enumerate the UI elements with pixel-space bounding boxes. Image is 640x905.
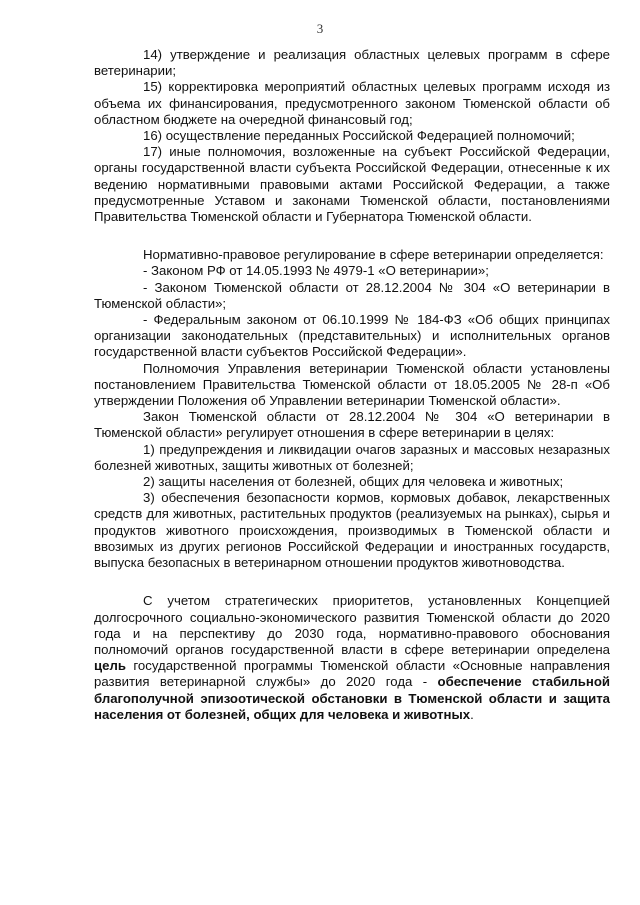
paragraph-law-goals <box>94 409 610 441</box>
page-number: 3 <box>316 21 324 36</box>
bold-text: цель <box>94 658 126 674</box>
text-run: 1) предупреждения и ликвидации очагов заразных и массовых незаразных болезней животных, защиты животных от болезней; <box>94 441 610 473</box>
text-run: Закон Тюменской области от 28.12.2004 № 304 «О ветеринарии в Тюменской области» регулирует отношения в сфере ветеринарии в целях: <box>94 409 610 441</box>
text-run: - Федеральным законом от 06.10.1999 № 184-ФЗ «Об общих принципах организации законодательных (представительных) и исполнительных органов государственной власти субъектов Российской Федерации». <box>94 312 610 360</box>
paragraph-g3 <box>94 490 610 571</box>
paragraph-p14 <box>94 47 610 79</box>
paragraph-p15 <box>94 79 610 128</box>
text-run: С учетом стратегических приоритетов, установленных Концепцией долгосрочного социально-экономического развития Тюменской области до 2020 года и на перспективу до 2030 года, нормативно-правового обоснования полномочий органов государственной власти в сфере ветеринарии определена <box>94 593 610 657</box>
paragraph-law1 <box>94 263 610 279</box>
text-run: 14) утверждение и реализация областных целевых программ в сфере ветеринарии; <box>94 47 610 79</box>
text-run: . <box>470 706 474 722</box>
text-run: 3) обеспечения безопасности кормов, кормовых добавок, лекарственных средств для животных, растительных продуктов (реализуемых на рынках), сырья и продуктов животного происхождения, производимых в Тюменской области и ввозимых из других регионов Российской Федерации и иностранных государств, выпуска безопасных в ветеринарном отношении продуктов животноводства. <box>94 490 610 571</box>
text-run: 17) иные полномочия, возложенные на субъект Российской Федерации, органы государственной власти субъекта Российской Федерации, отнесенные к их ведению нормативными правовыми актами Российской Федерации, а также предусмотренные Уставом и законами Тюменской области, постановлениями Правительства Тюменской области и Губернатора Тюменской области. <box>94 144 610 225</box>
paragraph-g2 <box>94 474 610 490</box>
paragraph-strategy <box>94 593 610 723</box>
text-run: 2) защиты населения от болезней, общих для человека и животных; <box>143 474 564 490</box>
text-run: 15) корректировка мероприятий областных целевых программ исходя из объема их финансирования, предусмотренного законом Тюменской области об областном бюджете на очередной финансовый год; <box>94 79 610 127</box>
text-run: Полномочия Управления ветеринарии Тюменской области установлены постановлением Правительства Тюменской области от 18.05.2005 № 28-п «Об утверждении Положения об Управлении ветеринарии Тюменской области». <box>94 360 610 409</box>
document-body <box>94 0 610 723</box>
paragraph-g1 <box>94 442 610 474</box>
paragraph-powers <box>94 361 610 410</box>
text-run: государственной программы Тюменской области «Основные направления развития ветеринарной службы» до 2020 года - <box>94 658 610 690</box>
text-run: Нормативно-правовое регулирование в сфере ветеринарии определяется: <box>143 247 604 263</box>
paragraph-reg-intro <box>94 247 610 263</box>
paragraph-law3 <box>94 312 610 361</box>
bold-text: обеспечение стабильной благополучной эпизоотической обстановки в Тюменской области и защита населения от болезней, общих для человека и животных <box>94 674 610 722</box>
paragraph-law2 <box>94 280 610 312</box>
paragraph-p16 <box>94 128 610 144</box>
text-run: - Законом Тюменской области от 28.12.2004 № 304 «О ветеринарии в Тюменской области»; <box>94 279 610 311</box>
text-run: - Законом РФ от 14.05.1993 № 4979-1 «О ветеринарии»; <box>143 263 489 279</box>
text-run: 16) осуществление переданных Российской Федерацией полномочий; <box>143 128 575 144</box>
paragraph-p17 <box>94 144 610 225</box>
